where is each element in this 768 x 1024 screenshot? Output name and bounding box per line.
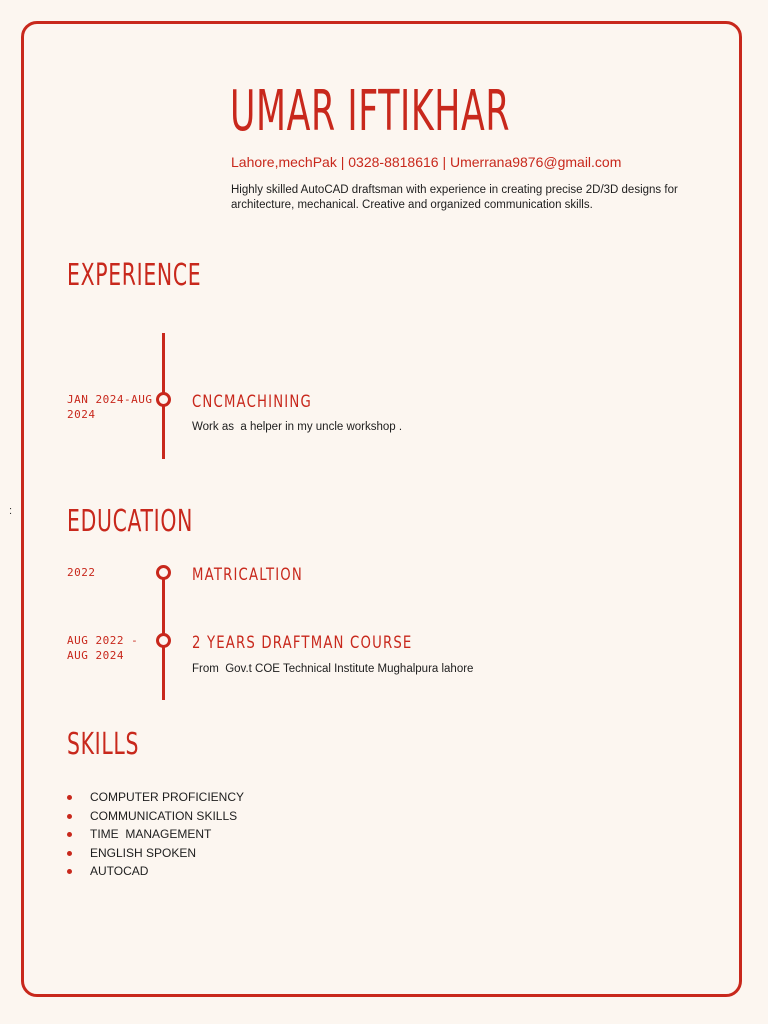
bullet-icon [67, 795, 72, 800]
skill-item [67, 825, 244, 844]
candidate-name: UMAR IFTIKHAR [230, 79, 511, 144]
stray-mark: : [9, 505, 13, 517]
contact-line: Lahore,mechPak | 0328-8818616 | Umerrana9876@gmail.com [231, 154, 622, 170]
experience-date: JAN 2024-AUG 2024 [67, 393, 153, 421]
experience-heading: EXPERIENCE [67, 258, 202, 293]
profile-summary: Highly skilled AutoCAD draftsman with experience in creating precise 2D/3D designs for architecture, mechanical. Creative and organized communication skills. [231, 184, 678, 211]
education-date: 2022 [67, 566, 96, 579]
experience-role: CNCMACHINING [192, 392, 312, 412]
education-timeline-dot [156, 633, 171, 648]
skill-label: ENGLISH SPOKEN [90, 845, 197, 860]
skill-label: COMMUNICATION SKILLS [90, 808, 238, 823]
skill-label: COMPUTER PROFICIENCY [90, 790, 245, 804]
experience-timeline-dot [156, 392, 171, 407]
skill-item [67, 788, 244, 807]
skill-item [67, 844, 244, 863]
education-date: AUG 2022 -AUG 2024 [67, 634, 139, 662]
bullet-icon [67, 832, 72, 837]
bullet-icon [67, 869, 72, 874]
education-heading: EDUCATION [67, 504, 194, 539]
bullet-icon [67, 851, 72, 856]
skill-item [67, 862, 244, 881]
skill-label: AUTOCAD [90, 864, 149, 879]
education-role: 2 YEARS DRAFTMAN COURSE [192, 633, 413, 653]
education-description: From Gov.t COE Technical Institute Mughalpura lahore [192, 663, 474, 675]
experience-description: Work as a helper in my uncle workshop . [192, 421, 403, 433]
bullet-icon [67, 814, 72, 819]
skills-heading: SKILLS [67, 727, 140, 762]
skill-item [67, 807, 244, 826]
education-role: MATRICALTION [192, 565, 304, 585]
education-timeline-dot [156, 565, 171, 580]
skills-list [67, 788, 244, 881]
skill-label: TIME MANAGEMENT [90, 827, 212, 842]
